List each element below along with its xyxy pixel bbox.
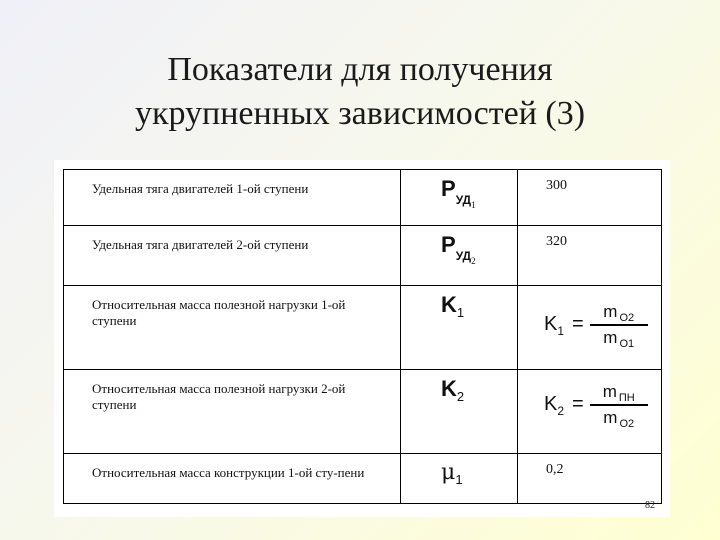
equals-sign: = — [572, 393, 584, 416]
page-number: 82 — [645, 500, 655, 511]
fraction-numerator: m $_{ПН}$ — [602, 382, 635, 404]
fraction-denominator: m $_{O2}$ — [603, 407, 635, 430]
table-row — [64, 454, 662, 504]
value-cell: 0,2 — [518, 454, 662, 504]
symbol-main: K — [441, 376, 457, 401]
k2-formula — [544, 382, 661, 428]
symbol-cell — [401, 226, 518, 286]
slide-title — [0, 48, 720, 136]
table-panel — [54, 160, 670, 517]
symbol-subscript: УД — [455, 249, 472, 263]
table-row — [64, 370, 662, 454]
k1-formula — [544, 302, 661, 348]
symbol-main: P — [441, 176, 456, 201]
description-cell: Удельная тяга двигателей 2-ой ступени — [64, 226, 401, 286]
equals-sign: = — [572, 313, 584, 336]
symbol-subscript: УД — [455, 193, 472, 207]
symbol-index: 2 — [471, 256, 476, 266]
table-row — [64, 226, 662, 286]
fraction-numerator: m $_{O2}$ — [603, 302, 635, 324]
formula-cell — [518, 370, 662, 454]
fraction-bar — [590, 404, 648, 406]
symbol-cell — [401, 170, 518, 226]
formula-lhs: $K_1$ — [544, 313, 565, 339]
symbol-subscript: 1 — [455, 472, 463, 487]
fraction-denominator: m $_{O1}$ — [603, 327, 635, 350]
description-cell: Относительная масса полезной нагрузки 2-ой ступени — [64, 370, 401, 454]
title-line-2: укрупненных зависимостей (3) — [134, 95, 586, 132]
symbol-main: P — [441, 232, 456, 257]
symbol-cell — [401, 286, 518, 370]
description-cell: Относительная масса полезной нагрузки 1-ой ступени — [64, 286, 401, 370]
fraction-bar — [590, 324, 648, 326]
symbol-cell — [401, 370, 518, 454]
fraction — [590, 382, 648, 428]
symbol-subscript: 1 — [456, 305, 465, 320]
parameters-table — [63, 169, 662, 504]
table-row — [64, 170, 662, 226]
mu-symbol: μ — [441, 460, 456, 485]
symbol-cell — [401, 454, 518, 504]
symbol-subscript: 2 — [456, 389, 465, 404]
title-line-1: Показатели для получения — [167, 51, 553, 88]
symbol-main: K — [441, 292, 457, 317]
value-cell: 320 — [518, 226, 662, 286]
fraction — [590, 302, 648, 348]
value-cell: 300 — [518, 170, 662, 226]
description-cell: Относительная масса конструкции 1-ой сту-пени — [64, 454, 401, 504]
symbol-index: 1 — [471, 200, 476, 210]
formula-lhs: $K_2$ — [544, 393, 565, 419]
formula-cell — [518, 286, 662, 370]
table-row — [64, 286, 662, 370]
description-cell: Удельная тяга двигателей 1-ой ступени — [64, 170, 401, 226]
